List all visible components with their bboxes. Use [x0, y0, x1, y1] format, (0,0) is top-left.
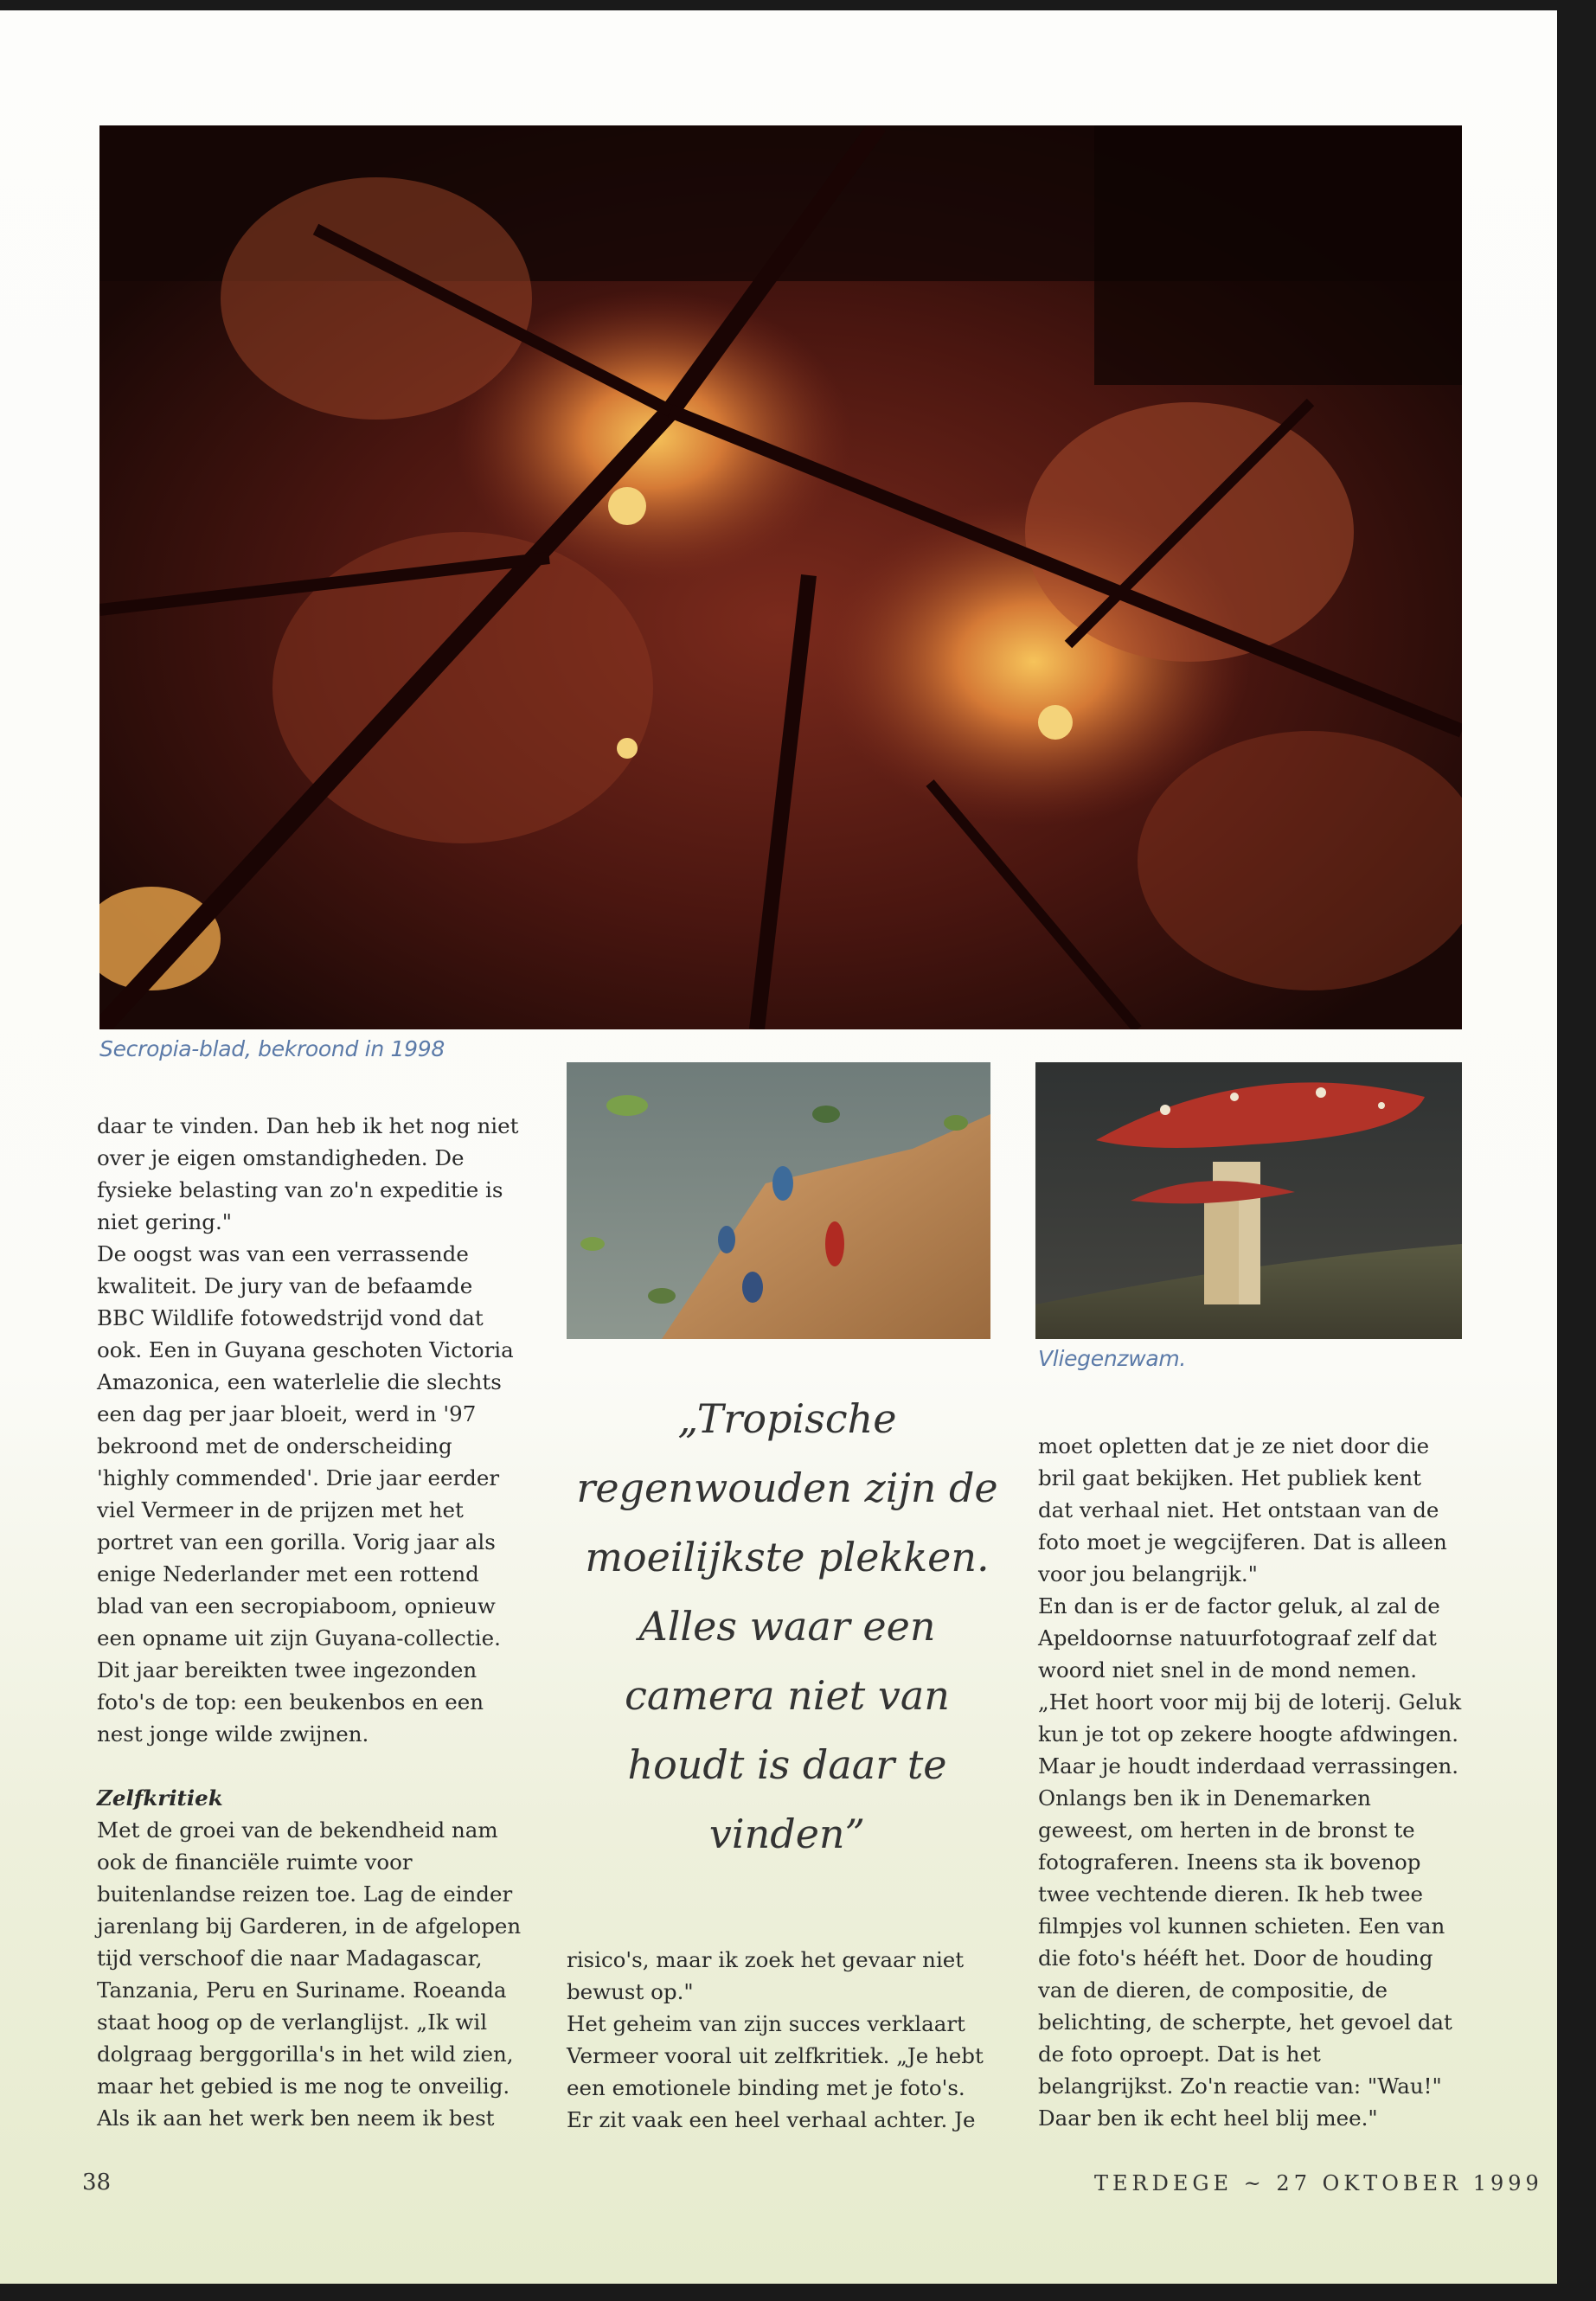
scan-edge-bottom — [0, 2284, 1596, 2301]
mushroom-caption: Vliegenzwam. — [1038, 1346, 1187, 1371]
middle-para-1: risico's, maar ik zoek het gevaar niet bewust op." — [567, 1947, 965, 2004]
pull-quote: „Tropische regenwouden zijn de moeilijkste plekken. Alles waar een camera niet van houdt is daar te vinden” — [576, 1395, 998, 1857]
scan-edge-right — [1557, 0, 1596, 2301]
left-para-2: De oogst was van een verrassende kwaliteit. De jury van de befaamde BBC Wildlife fotowedstrijd vond dat ook. Een in Guyana geschoten Victoria Amazonica, een waterlelie die slechts een dag per jaar bloeit, werd in '97 bekroond met de onderscheiding 'highly commended'. Drie jaar eerder viel Vermeer in de prijzen met het portret van een gorilla. Vorig jaar als enige Nederlander met een rottend blad van een secropiaboom, opnieuw een opname uit zijn Guyana-collectie. Dit jaar bereikten twee ingezonden foto's de top: een beukenbos en een nest jonge wilde zwijnen. — [97, 1241, 514, 1747]
left-para-1: daar te vinden. Dan heb ik het nog niet over je eigen omstandigheden. De fysieke belasting van zo'n expeditie is niet gering." — [97, 1113, 519, 1234]
middle-para-2: Het geheim van zijn succes verklaart Vermeer vooral uit zelfkritiek. „Je hebt een emotionele binding met je foto's. Er zit vaak een heel verhaal achter. Je — [567, 2011, 984, 2132]
main-photo-caption: Secropia-blad, bekroond in 1998 — [99, 1036, 445, 1061]
page-number: 38 — [82, 2170, 112, 2195]
right-para-1: moet opletten dat je ze niet door die bril gaat bekijken. Het publiek kent dat verhaal niet. Het ontstaan van de foto moet je wegcijferen. Dat is alleen voor jou belangrijk." — [1038, 1433, 1447, 1586]
fly-agaric-photo — [1035, 1062, 1462, 1339]
secropia-leaf-photo — [99, 125, 1462, 1029]
parrots-photo — [567, 1062, 990, 1339]
subheading-zelfkritiek: Zelfkritiek — [97, 1785, 223, 1811]
right-para-2: En dan is er de factor geluk, al zal de Apeldoornse natuurfotograaf zelf dat woord niet snel in de mond nemen. „Het hoort voor mij bij de loterij. Geluk kun je tot op zekere hoogte afdwingen. Maar je houdt inderdaad verrassingen. Onlangs ben ik in Denemarken geweest, om herten in de bronst te fotograferen. Ineens sta ik bovenop twee vechtende dieren. Ik heb twee filmpjes vol kunnen schieten. Een van die foto's hééft het. Door de houding van de dieren, de compositie, de belichting, de scherpte, het gevoel dat de foto oproept. Dat is het belangrijkst. Zo'n reactie van: "Wau!" Daar ben ik echt heel blij mee." — [1038, 1593, 1462, 2131]
left-para-3: Met de groei van de bekendheid nam ook de financiële ruimte voor buitenlandse reizen toe. Lag de einder jarenlang bij Garderen, in de afgelopen tijd verschoof die naar Madagascar, Tanzania, Peru en Suriname. Roeanda staat hoog op de verlanglijst. „Ik wil dolgraag berggorilla's in het wild zien, maar het gebied is me nog te onveilig. Als ik aan het werk ben neem ik best — [97, 1817, 522, 2131]
running-footer: TERDEGE ~ 27 OKTOBER 1999 — [1094, 2171, 1543, 2195]
middle-column — [567, 1944, 990, 2136]
right-column — [1038, 1430, 1462, 2134]
left-column — [97, 1110, 522, 2134]
scan-edge-top — [0, 0, 1596, 10]
